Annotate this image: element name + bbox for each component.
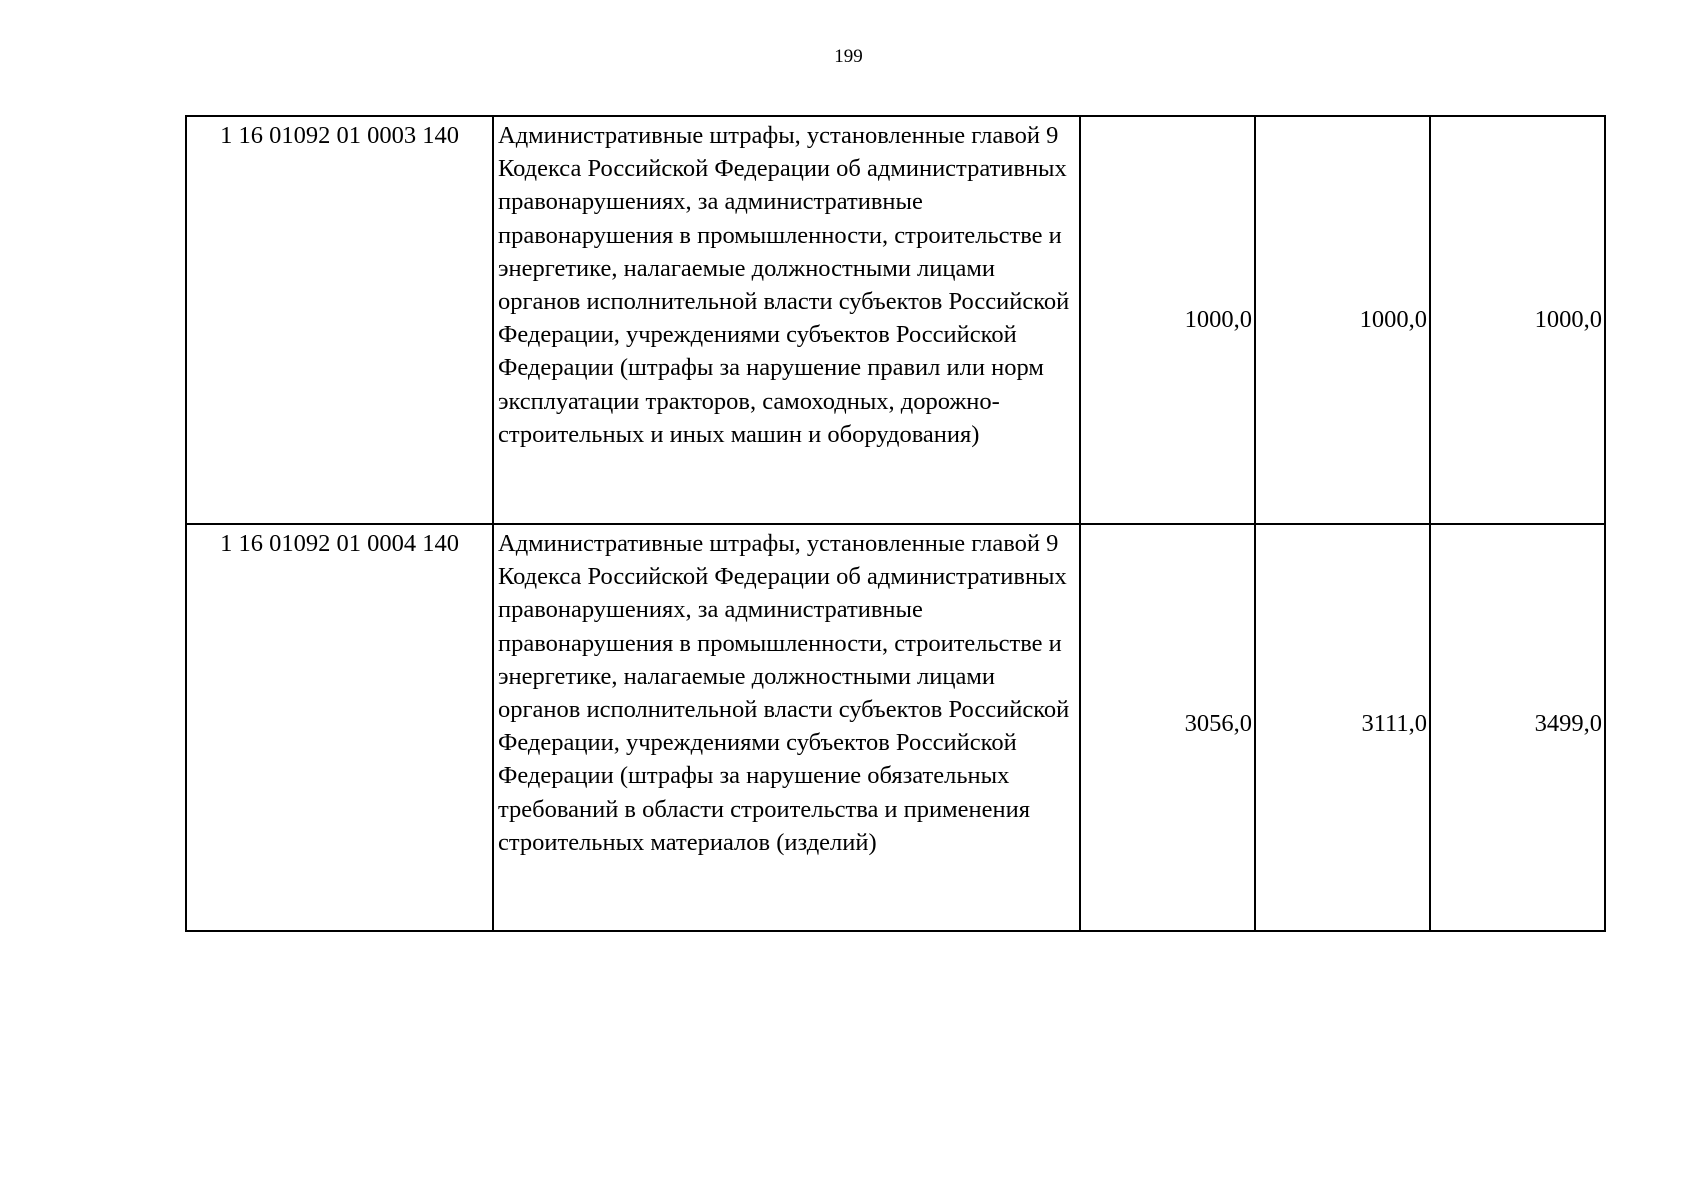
page-number: 199 — [834, 46, 863, 67]
budget-code-cell: 1 16 01092 01 0004 140 — [186, 524, 493, 931]
amount-cell-year-1: 1000,0 — [1080, 116, 1255, 524]
budget-code-cell: 1 16 01092 01 0003 140 — [186, 116, 493, 524]
amount-cell-year-3: 1000,0 — [1430, 116, 1605, 524]
table-row — [186, 524, 1605, 931]
amount-cell-year-3: 3499,0 — [1430, 524, 1605, 931]
amount-cell-year-1: 3056,0 — [1080, 524, 1255, 931]
table-row — [186, 116, 1605, 524]
description-cell: Административные штрафы, установленные главой 9 Кодекса Российской Федерации об административных правонарушениях, за административные правонарушения в промышленности, строительстве и энергетике, налагаемые должностными лицами органов исполнительной власти субъектов Российской Федерации, учреждениями субъектов Российской Федерации (штрафы за нарушение правил или норм эксплуатации тракторов, самоходных, дорожно-строительных и иных машин и оборудования) — [493, 116, 1080, 524]
amount-cell-year-2: 1000,0 — [1255, 116, 1430, 524]
amount-cell-year-2: 3111,0 — [1255, 524, 1430, 931]
description-cell: Административные штрафы, установленные главой 9 Кодекса Российской Федерации об административных правонарушениях, за административные правонарушения в промышленности, строительстве и энергетике, налагаемые должностными лицами органов исполнительной власти субъектов Российской Федерации, учреждениями субъектов Российской Федерации (штрафы за нарушение обязательных требований в области строительства и применения строительных материалов (изделий) — [493, 524, 1080, 931]
budget-table — [185, 115, 1606, 932]
